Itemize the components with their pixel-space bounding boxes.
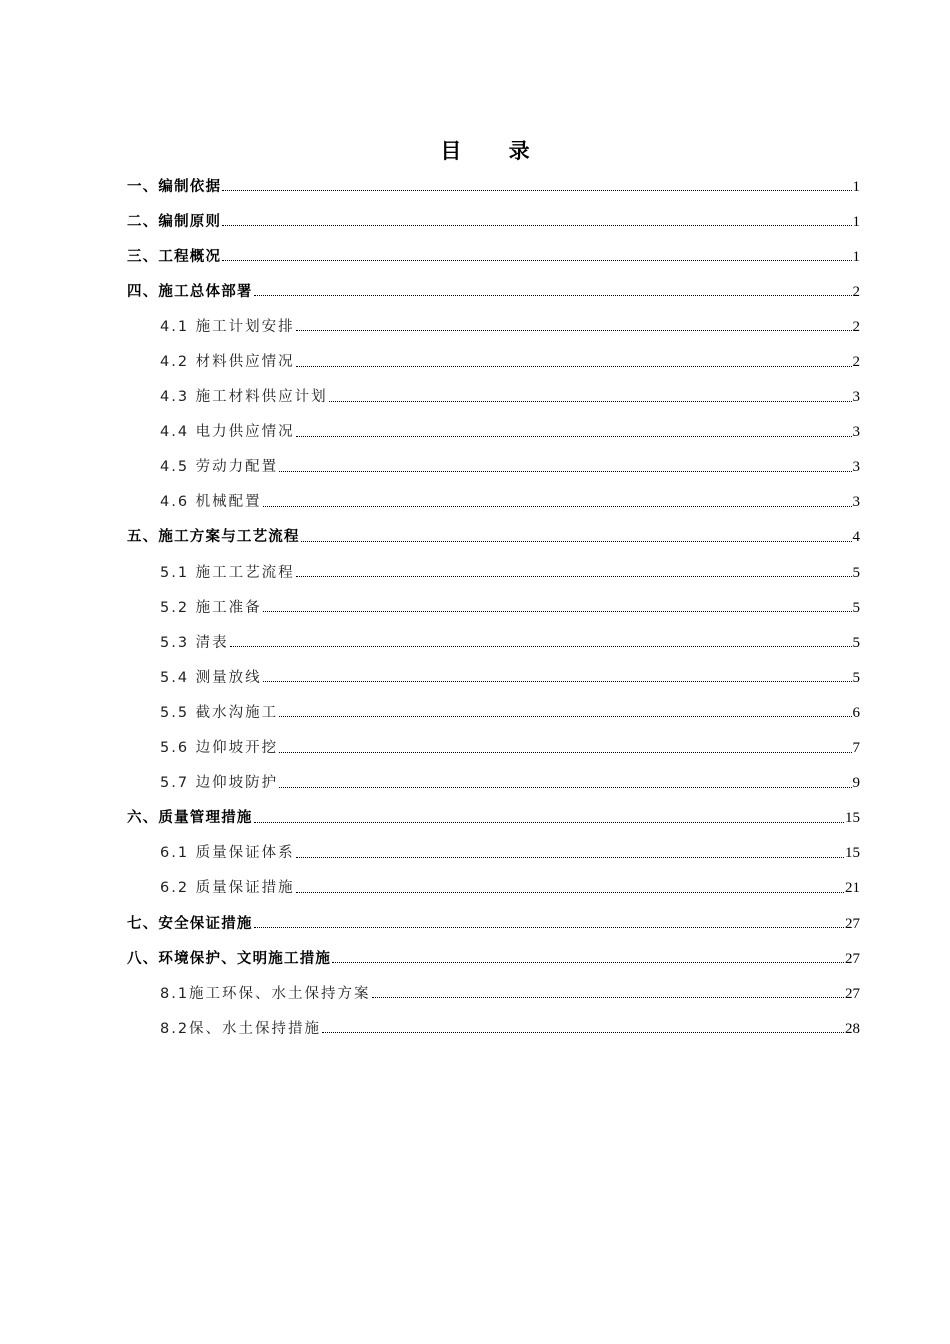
- toc-entry[interactable]: [127, 590, 860, 625]
- toc-dot-leader: [296, 857, 844, 858]
- toc-entry-page-number: 1: [852, 213, 860, 230]
- toc-entry[interactable]: [127, 731, 860, 766]
- toc-entry-page-number: 1: [852, 248, 860, 265]
- toc-entry-label: 八、环境保护、文明施工措施: [127, 950, 332, 967]
- toc-entry-label: 五、施工方案与工艺流程: [127, 529, 300, 546]
- toc-entry-page-number: 3: [852, 389, 860, 406]
- toc-entry[interactable]: [127, 906, 860, 941]
- toc-entry[interactable]: [127, 415, 860, 450]
- toc-entry-page-number: 21: [845, 880, 860, 897]
- toc-entry-label: 二、编制原则: [127, 213, 222, 230]
- toc-entry[interactable]: [127, 941, 860, 976]
- toc-dot-leader: [263, 611, 852, 612]
- toc-entry-page-number: 7: [852, 740, 860, 757]
- toc-dot-leader: [296, 330, 852, 331]
- toc-entry-page-number: 2: [852, 354, 860, 371]
- toc-entry[interactable]: [127, 344, 860, 379]
- toc-entry[interactable]: [127, 766, 860, 801]
- toc-entry[interactable]: [127, 274, 860, 309]
- toc-entry-label: 4.4 电力供应情况: [160, 424, 295, 441]
- toc-entry[interactable]: [127, 555, 860, 590]
- toc-entry-page-number: 4: [852, 529, 860, 546]
- toc-dot-leader: [222, 260, 851, 261]
- toc-dot-leader: [254, 927, 844, 928]
- toc-entry-page-number: 15: [845, 810, 860, 827]
- toc-entry-label: 5.3 清表: [160, 634, 229, 651]
- toc-dot-leader: [279, 716, 851, 717]
- toc-title: 目 录: [440, 139, 550, 163]
- toc-entry[interactable]: [127, 695, 860, 730]
- toc-entry-label: 4.5 劳动力配置: [160, 459, 279, 476]
- toc-dot-leader: [329, 401, 852, 402]
- toc-entry[interactable]: [127, 239, 860, 274]
- toc-entry-label: 5.1 施工工艺流程: [160, 564, 295, 581]
- toc-entry-page-number: 3: [852, 494, 860, 511]
- toc-entry[interactable]: [127, 380, 860, 415]
- toc-dot-leader: [322, 1032, 844, 1033]
- toc-entry-page-number: 15: [845, 845, 860, 862]
- toc-entry-label: 一、编制依据: [127, 178, 222, 195]
- toc-entry-label: 六、质量管理措施: [127, 810, 253, 827]
- toc-dot-leader: [279, 471, 851, 472]
- toc-dot-leader: [296, 892, 844, 893]
- toc-entry[interactable]: [127, 204, 860, 239]
- toc-entry-label: 四、施工总体部署: [127, 283, 253, 300]
- toc-entry[interactable]: [127, 976, 860, 1011]
- toc-entry-label: 8.1施工环保、水土保持方案: [160, 985, 371, 1002]
- toc-dot-leader: [279, 752, 851, 753]
- toc-entry[interactable]: [127, 520, 860, 555]
- toc-dot-leader: [263, 681, 852, 682]
- toc-entry-label: 三、工程概况: [127, 248, 222, 265]
- toc-entry-page-number: 6: [852, 704, 860, 721]
- toc-entry-label: 4.6 机械配置: [160, 494, 262, 511]
- toc-entry-page-number: 3: [852, 424, 860, 441]
- toc-dot-leader: [222, 225, 851, 226]
- toc-entry-label: 4.2 材料供应情况: [160, 354, 295, 371]
- toc-entry[interactable]: [127, 801, 860, 836]
- toc-dot-leader: [254, 822, 844, 823]
- toc-entry[interactable]: [127, 485, 860, 520]
- toc-entry-page-number: 1: [852, 178, 860, 195]
- toc-entry[interactable]: [127, 836, 860, 871]
- toc-entry-page-number: 2: [852, 318, 860, 335]
- toc-dot-leader: [332, 962, 844, 963]
- toc-dot-leader: [372, 997, 844, 998]
- toc-entry-page-number: 27: [845, 950, 860, 967]
- toc-entry-label: 5.4 测量放线: [160, 669, 262, 686]
- toc-entry[interactable]: [127, 660, 860, 695]
- toc-list: [127, 169, 860, 1046]
- toc-entry[interactable]: [127, 169, 860, 204]
- toc-entry-label: 4.3 施工材料供应计划: [160, 389, 328, 406]
- toc-entry-page-number: 27: [845, 915, 860, 932]
- toc-entry-page-number: 28: [845, 1020, 860, 1037]
- toc-entry-label: 6.2 质量保证措施: [160, 880, 295, 897]
- toc-entry-label: 5.6 边仰坡开挖: [160, 740, 279, 757]
- toc-dot-leader: [222, 190, 851, 191]
- toc-entry[interactable]: [127, 1011, 860, 1046]
- toc-entry[interactable]: [127, 309, 860, 344]
- toc-entry-label: 8.2保、水土保持措施: [160, 1020, 322, 1037]
- toc-entry[interactable]: [127, 450, 860, 485]
- toc-entry[interactable]: [127, 625, 860, 660]
- toc-dot-leader: [296, 576, 852, 577]
- toc-dot-leader: [296, 436, 852, 437]
- toc-entry-page-number: 5: [852, 634, 860, 651]
- toc-entry-page-number: 5: [852, 669, 860, 686]
- toc-entry-page-number: 5: [852, 564, 860, 581]
- toc-entry-label: 七、安全保证措施: [127, 915, 253, 932]
- toc-entry-page-number: 2: [852, 283, 860, 300]
- toc-entry-label: 6.1 质量保证体系: [160, 845, 295, 862]
- toc-entry[interactable]: [127, 871, 860, 906]
- toc-dot-leader: [296, 366, 852, 367]
- toc-entry-label: 5.2 施工准备: [160, 599, 262, 616]
- toc-entry-page-number: 27: [845, 985, 860, 1002]
- toc-entry-label: 5.7 边仰坡防护: [160, 775, 279, 792]
- toc-entry-label: 4.1 施工计划安排: [160, 318, 295, 335]
- toc-dot-leader: [301, 541, 852, 542]
- toc-entry-label: 5.5 截水沟施工: [160, 704, 279, 721]
- toc-dot-leader: [254, 295, 852, 296]
- toc-dot-leader: [263, 506, 852, 507]
- toc-dot-leader: [279, 787, 851, 788]
- toc-entry-page-number: 3: [852, 459, 860, 476]
- toc-dot-leader: [230, 646, 852, 647]
- toc-entry-page-number: 5: [852, 599, 860, 616]
- toc-entry-page-number: 9: [852, 775, 860, 792]
